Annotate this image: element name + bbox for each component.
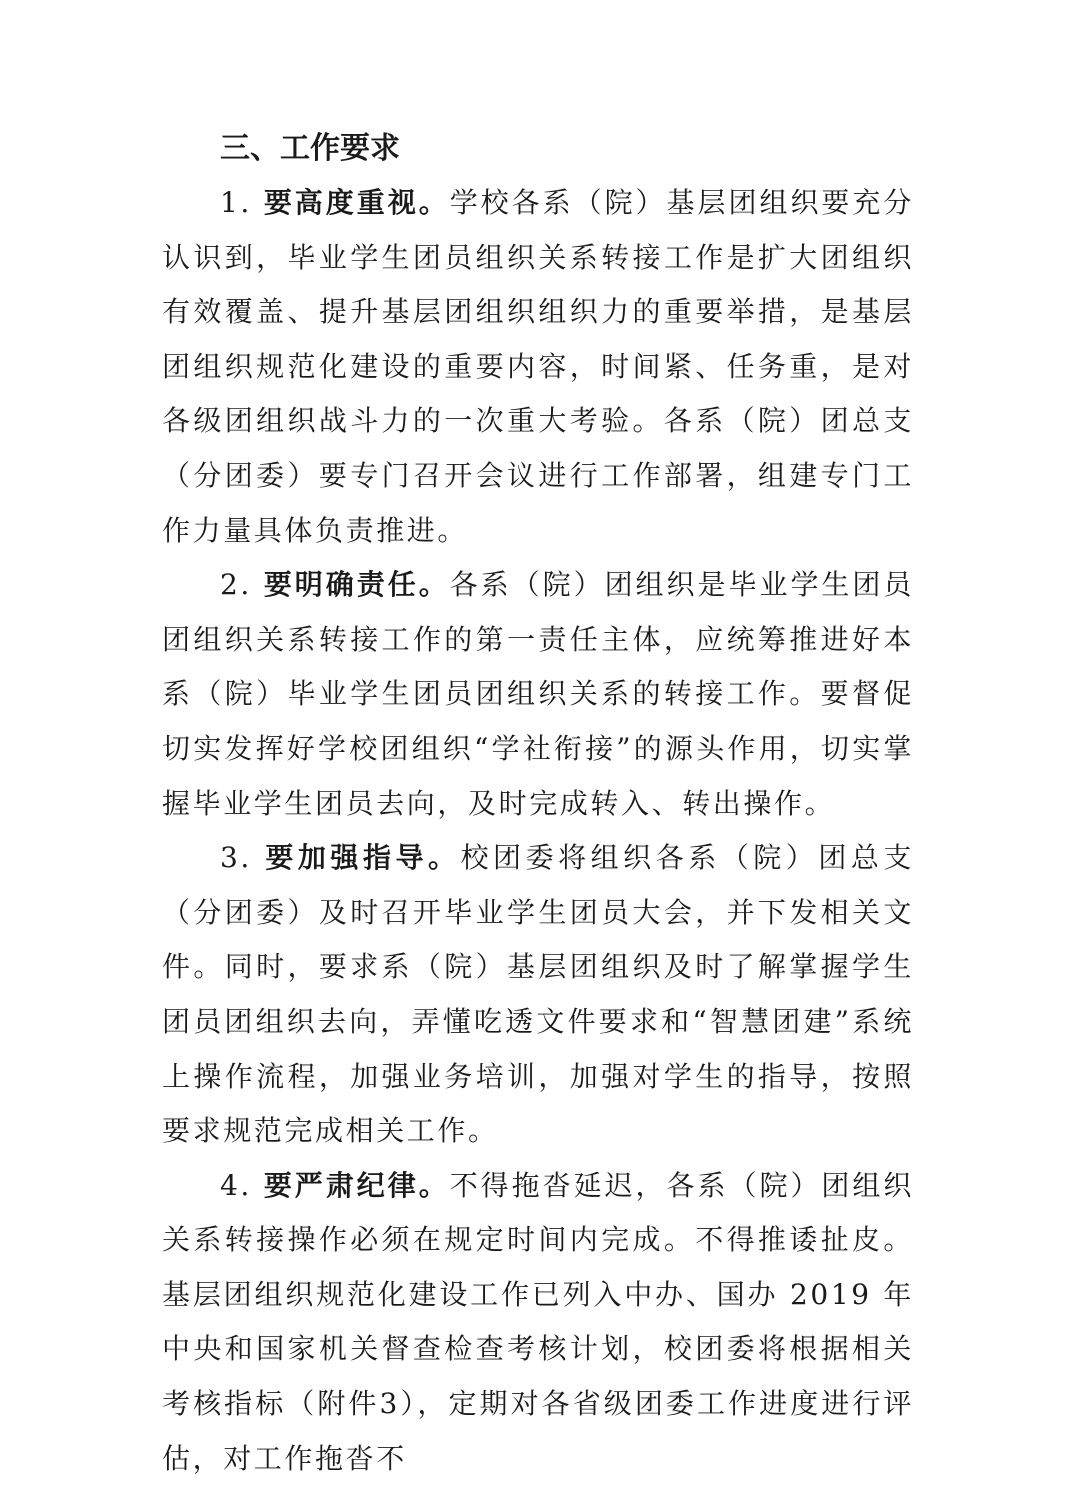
- item-lead-phrase: 要高度重视。: [263, 186, 450, 219]
- paragraph-item-2: [162, 558, 914, 831]
- item-lead-phrase: 要加强指导。: [265, 841, 461, 875]
- item-number: 2.: [220, 568, 252, 602]
- item-body-text: 校团委将组织各系（院）团总支（分团委）及时召开毕业学生团员大会，并下发相关文件。同时，要求系（院）基层团组织及时了解掌握学生团员团组织去向，弄懂吃透文件要求和“智慧团建”系统上操作流程，加强业务培训，加强对学生的指导，按照要求规范完成相关工作。: [162, 841, 914, 1148]
- item-body-text: 不得拖沓延迟，各系（院）团组织关系转接操作必须在规定时间内完成。不得推诿扯皮。基层团组织规范化建设工作已列入中办、国办 2019 年中央和国家机关督查检查考核计划，校团委将根据相关考核指标（附件3），定期对各省级团委工作进度进行评估，对工作拖沓不: [162, 1168, 914, 1475]
- item-number: 1.: [220, 186, 252, 219]
- section-heading: 三、工作要求: [220, 131, 400, 166]
- paragraph-item-3: [162, 831, 914, 1159]
- item-body-text: 各系（院）团组织是毕业学生团员团组织关系转接工作的第一责任主体，应统筹推进好本系（院）毕业学生团员团组织关系的转接工作。要督促切实发挥好学校团组织“学社衔接”的源头作用，切实掌握毕业学生团员去向，及时完成转入、转出操作。: [162, 568, 914, 820]
- item-number: 3.: [220, 841, 252, 875]
- item-body-text: 学校各系（院）基层团组织要充分认识到，毕业学生团员组织关系转接工作是扩大团组织有效覆盖、提升基层团组织组织力的重要举措，是基层团组织规范化建设的重要内容，时间紧、任务重，是对各级团组织战斗力的一次重大考验。各系（院）团总支（分团委）要专门召开会议进行工作部署，组建专门工作力量具体负责推进。: [162, 186, 914, 547]
- item-number: 4.: [220, 1168, 252, 1202]
- item-lead-phrase: 要明确责任。: [263, 568, 450, 602]
- document-body: [162, 122, 914, 1486]
- paragraph-item-1: [162, 176, 914, 558]
- item-lead-phrase: 要严肃纪律。: [263, 1168, 450, 1202]
- paragraph-item-4: [162, 1159, 914, 1487]
